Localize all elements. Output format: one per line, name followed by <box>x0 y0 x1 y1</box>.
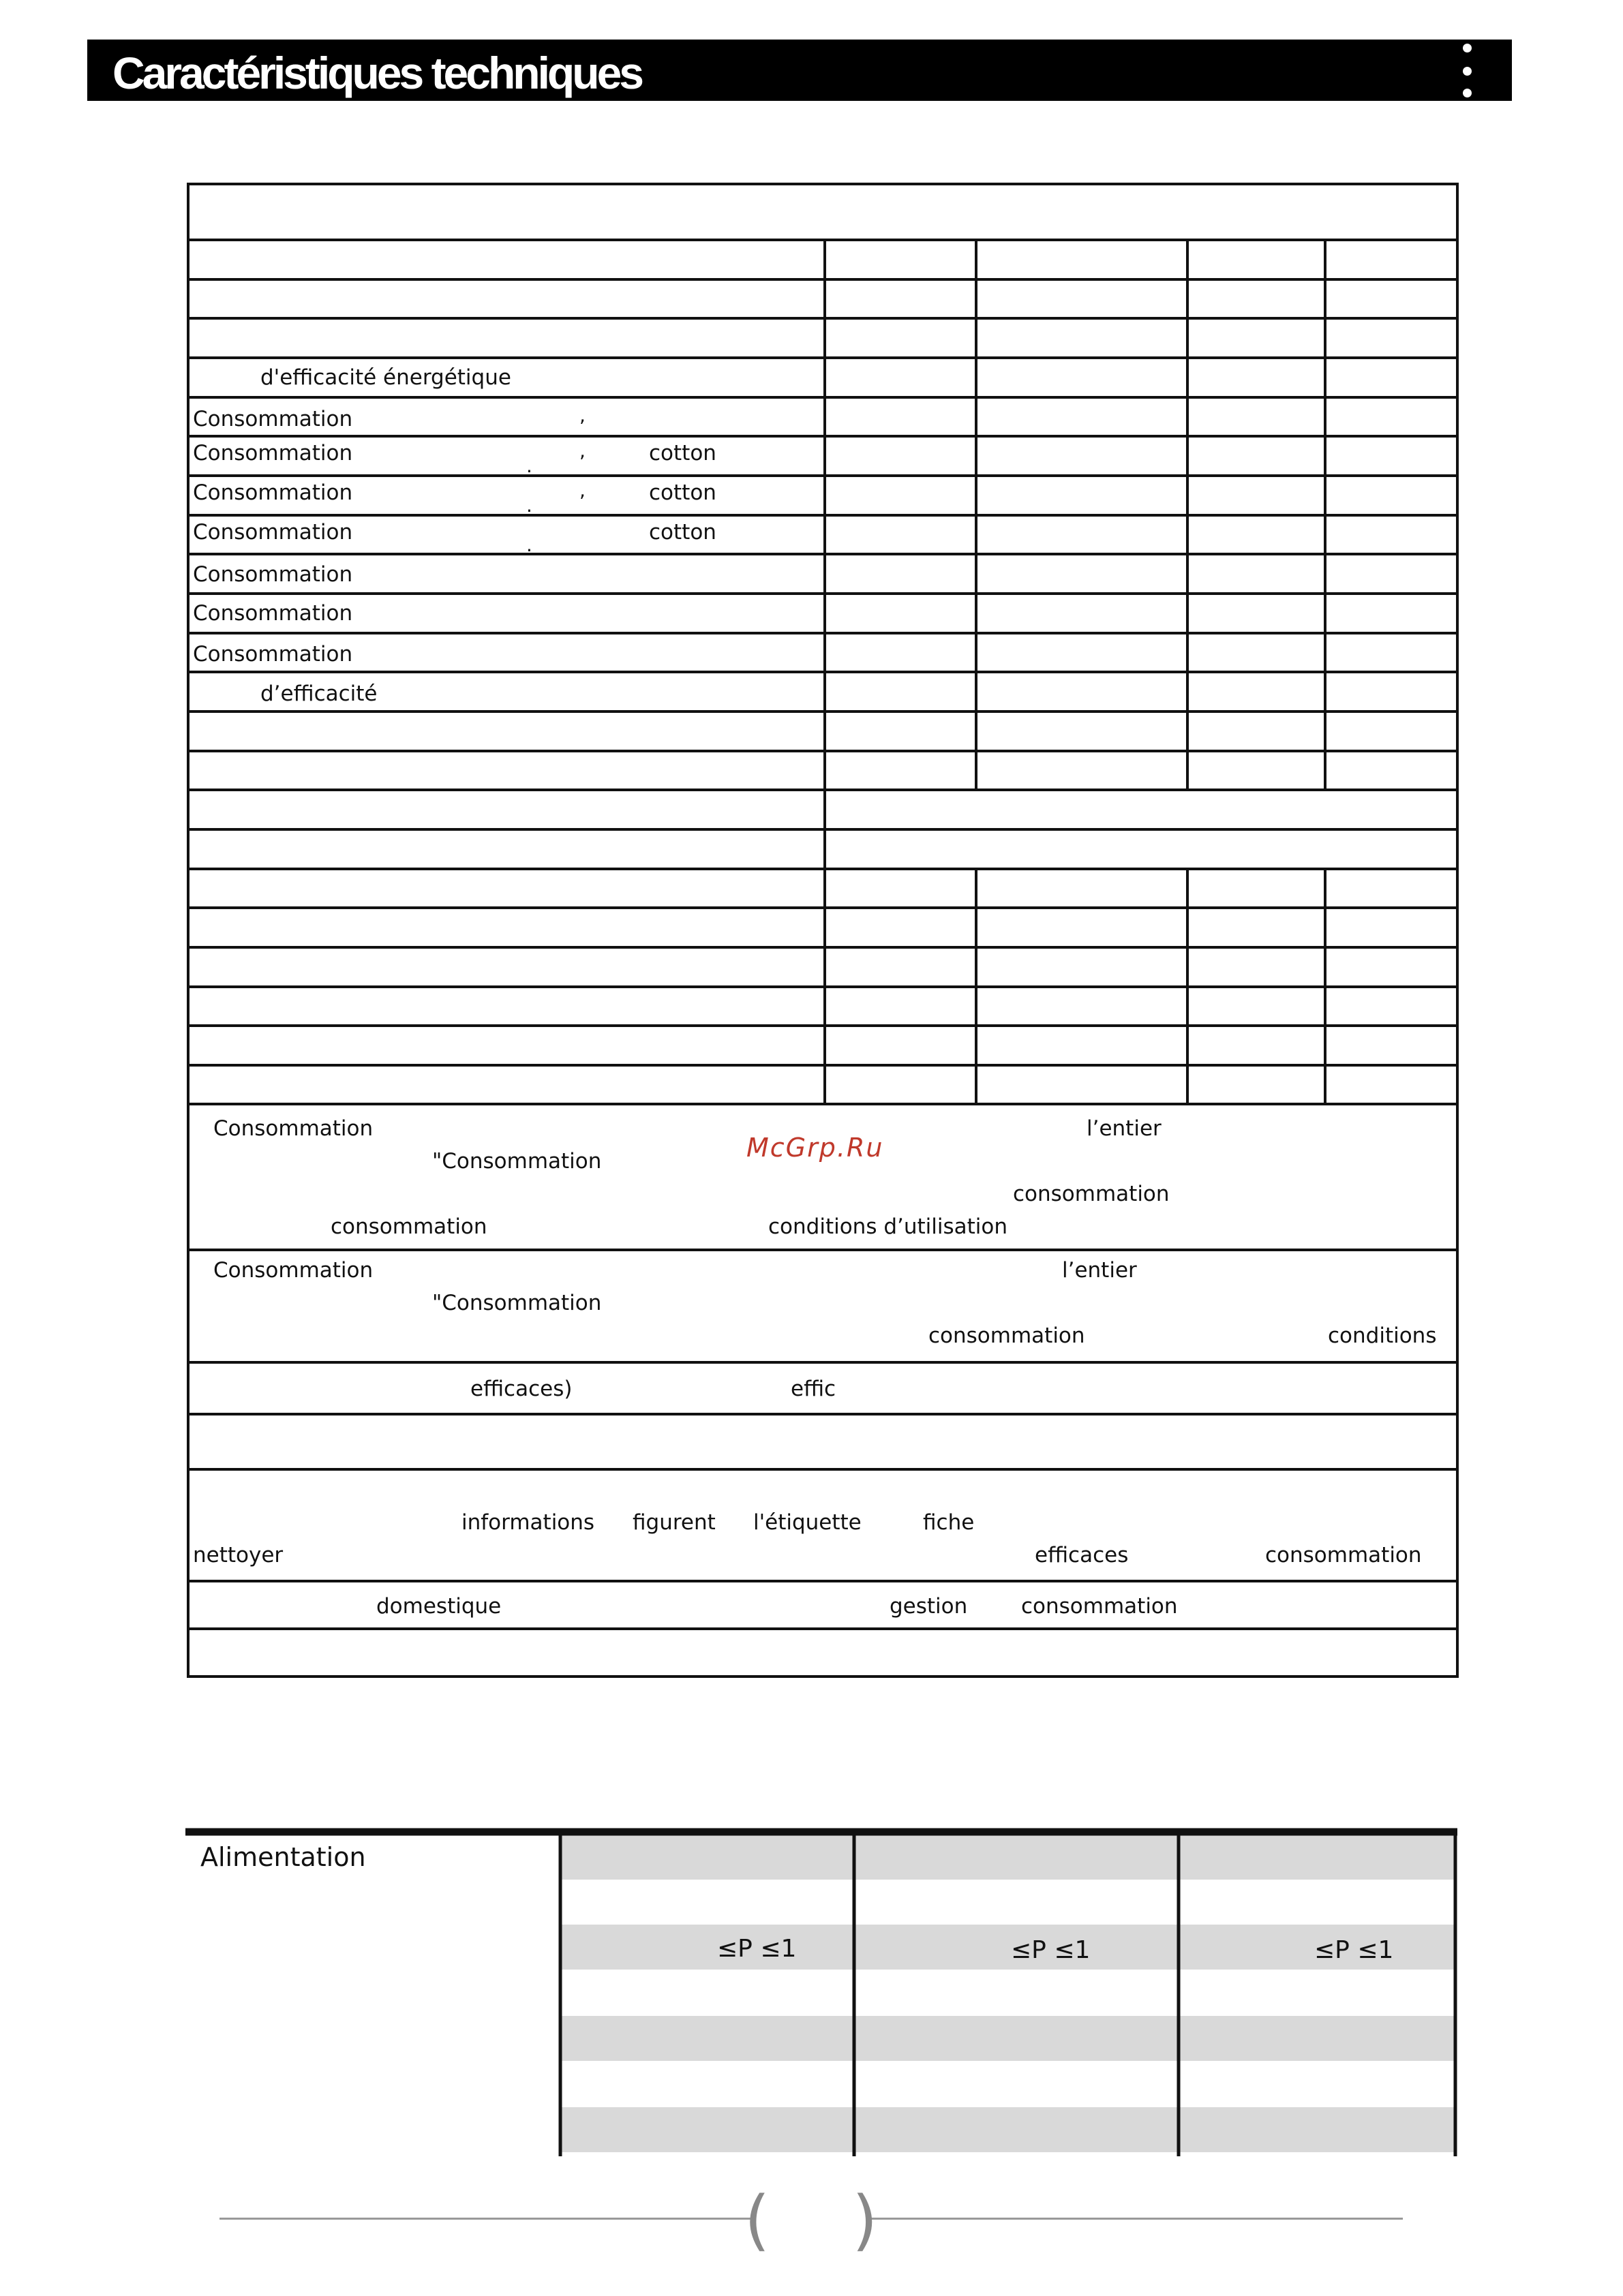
footer-rule <box>219 2218 751 2220</box>
dot-mark: . <box>526 455 532 477</box>
note3-word: effic <box>791 1377 836 1401</box>
page-bracket-right-icon: ) <box>852 2182 878 2259</box>
watermark: McGrp.Ru <box>746 1133 884 1163</box>
note1-word: Consommation <box>213 1116 374 1141</box>
note1-word: consommation <box>1013 1182 1170 1206</box>
note3-word: efficaces) <box>470 1377 573 1401</box>
row-label-consumption: Consommation <box>193 642 353 667</box>
row-label-cotton: cotton <box>649 480 716 505</box>
row-label-consumption: Consommation <box>193 441 353 465</box>
note5-word: efficaces <box>1035 1543 1129 1567</box>
power-range: ≤P ≤1 <box>1011 1936 1091 1964</box>
row-label-efficiency: d’efficacité <box>260 682 378 706</box>
note1-word: conditions d’utilisation <box>768 1214 1008 1239</box>
row-label-consumption: Consommation <box>193 562 353 587</box>
note2-word: consommation <box>928 1323 1085 1348</box>
footer-rule <box>871 2218 1403 2220</box>
dot-mark: . <box>526 534 532 556</box>
note1-word: "Consommation <box>432 1149 602 1174</box>
note5-word: figurent <box>633 1510 716 1535</box>
comma-mark: , <box>579 479 586 502</box>
page-bracket-left-icon: ( <box>744 2182 770 2259</box>
comma-mark: , <box>579 440 586 462</box>
note5-word: nettoyer <box>193 1543 284 1567</box>
row-label-consumption: Consommation <box>193 601 353 626</box>
row-label-consumption: Consommation <box>193 480 353 505</box>
note2-word: "Consommation <box>432 1291 602 1315</box>
note2-word: l’entier <box>1062 1258 1137 1283</box>
row-label-consumption: Consommation <box>193 520 353 545</box>
page-title: Caractéristiques techniques <box>112 48 641 98</box>
power-range: ≤P ≤1 <box>1314 1936 1394 1964</box>
comma-mark: , <box>579 404 586 427</box>
note5-word: informations <box>461 1510 595 1535</box>
note2-word: conditions <box>1328 1323 1437 1348</box>
row-label-consumption: Consommation <box>193 407 353 431</box>
note5-word: consommation <box>1265 1543 1422 1567</box>
row-label-efficiency-class: d'efficacité énergétique <box>260 365 511 390</box>
dot-mark: . <box>526 494 532 517</box>
power-range: ≤P ≤1 <box>717 1935 797 1963</box>
note6-word: gestion <box>890 1594 968 1619</box>
note1-word: l’entier <box>1087 1116 1162 1141</box>
note2-word: Consommation <box>213 1258 374 1283</box>
note1-word: consommation <box>331 1214 487 1239</box>
note5-word: l'étiquette <box>753 1510 862 1535</box>
row-label-cotton: cotton <box>649 441 716 465</box>
note6-word: consommation <box>1021 1594 1178 1619</box>
note6-word: domestique <box>376 1594 502 1619</box>
power-label: Alimentation <box>200 1842 366 1872</box>
note5-word: fiche <box>923 1510 975 1535</box>
row-label-cotton: cotton <box>649 520 716 545</box>
